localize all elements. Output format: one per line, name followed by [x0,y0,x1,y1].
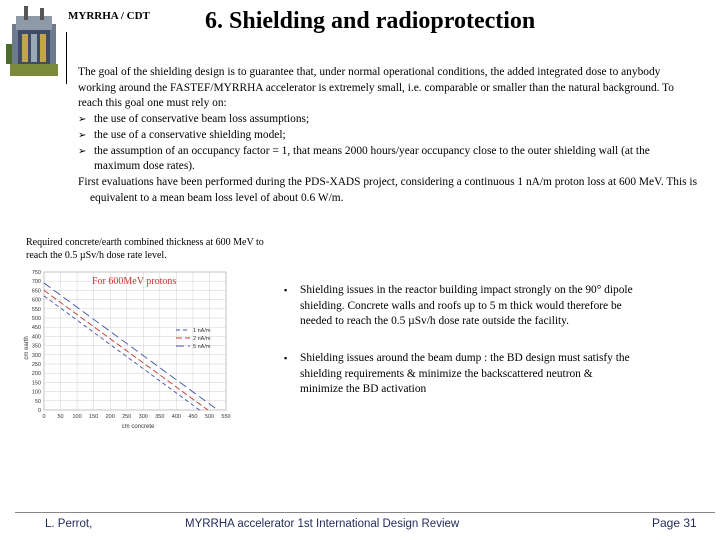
y-tick-label: 50 [34,398,41,405]
arrow-bullet-icon: ➢ [78,129,87,141]
footer-author: L. Perrot, [45,518,93,530]
square-bullet-icon: ▪ [284,285,288,295]
y-tick-label: 300 [31,352,41,359]
y-tick-label: 700 [31,279,41,286]
reactor-logo-icon [4,4,64,84]
y-tick-label: 750 [31,270,41,276]
org-label: MYRRHA / CDT [68,10,150,22]
chart-caption: Required concrete/earth combined thickness at 600 MeV to reach the 0.5 µSv/h dose rate level. [26,237,264,261]
intro-paragraph-2: First evaluations have been performed during the PDS-XADS project, considering a continuous 1 nA/m proton loss at 600 MeV. This is equivalent to a mean beam loss level of about 0.6 W/m. [78,175,698,204]
x-tick-label: 50 [57,414,64,420]
footer-divider [15,512,715,513]
x-tick-label: 400 [171,414,181,420]
intro-bullet: ➢ the assumption of an occupancy factor = 1, that means 2000 hours/year occupancy close to the outer shielding wall (at the maximum dose rates). [78,144,650,173]
y-tick-label: 650 [31,288,41,295]
y-tick-label: 150 [31,380,41,387]
arrow-bullet-icon: ➢ [78,114,87,126]
x-tick-label: 350 [155,414,165,420]
right-bullet: ▪ Shielding issues in the reactor building impact strongly on the 90° dipole shielding. Concrete walls and roofs up to 5 m thick would therefore be needed to reach the 0.5 µSv/h dose rate outside the facility. [284,284,633,328]
y-tick-label: 200 [31,371,41,378]
y-tick-label: 400 [31,334,41,341]
y-tick-label: 0 [37,408,41,414]
x-tick-label: 250 [122,414,132,420]
right-bullet: ▪ Shielding issues around the beam dump : the BD design must satisfy the shielding requirements & minimize the backscattered neutron & minimize the BD activation [284,352,630,396]
intro-bullet: ➢ the use of a conservative shielding model; [78,128,698,144]
x-tick-label: 200 [105,414,115,420]
intro-bullet: ➢ the use of conservative beam loss assumptions; [78,112,698,128]
y-tick-label: 350 [31,343,41,350]
x-tick-label: 500 [204,414,215,420]
x-tick-label: 300 [138,414,148,420]
intro-paragraph: The goal of the shielding design is to guarantee that, under normal operational conditions, the added integrated dose to anybody working around the FASTEF/MYRRHA accelerator is extremely small, i.e. comparable or smaller than the natural background. To reach this goal one must rely on: [78,66,674,110]
legend-label: 2 nA/m [193,336,211,342]
y-tick-label: 250 [31,362,41,368]
chart-annotation: For 600MeV protons [92,276,177,287]
x-tick-label: 150 [89,414,99,420]
page-title: 6. Shielding and radioprotection [205,8,536,34]
y-tick-label: 100 [31,389,41,396]
intro-text [78,65,698,206]
arrow-bullet-icon: ➢ [78,145,87,157]
y-tick-label: 450 [31,325,41,332]
header-divider [66,32,67,84]
y-tick-label: 600 [31,297,41,304]
page-number: Page 31 [652,516,697,530]
y-tick-label: 550 [31,306,41,313]
chart-ylabel: cm earth [24,336,30,360]
legend-label: 5 nA/m [193,344,211,350]
x-tick-label: 0 [42,414,46,420]
shielding-chart [20,268,250,436]
x-tick-label: 450 [188,414,198,420]
square-bullet-icon: ▪ [284,353,288,363]
x-tick-label: 100 [72,414,82,420]
x-tick-label: 550 [221,414,231,420]
legend-label: 1 nA/m [193,328,211,334]
footer-event: MYRRHA accelerator 1st International Design Review [185,518,460,530]
chart-xlabel: cm concrete [121,424,155,430]
y-tick-label: 500 [31,316,41,322]
